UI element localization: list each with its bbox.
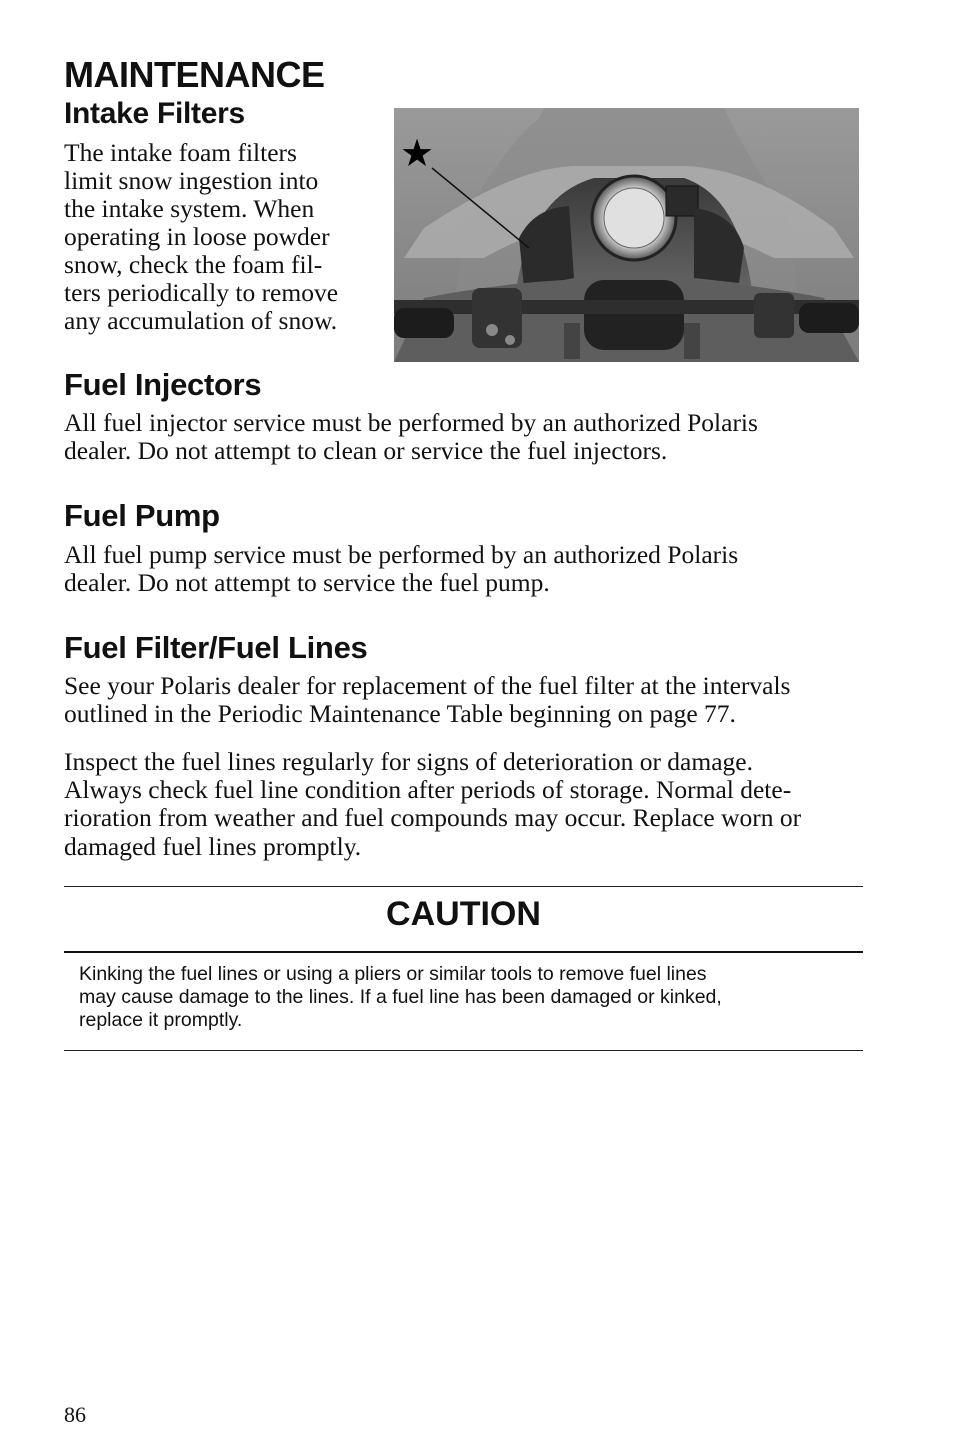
- text-line: The intake foam filters: [64, 138, 297, 167]
- text-line: snow, check the foam fil-: [64, 250, 323, 279]
- fuel-lines-text: [64, 748, 801, 862]
- text-line: operating in loose powder: [64, 222, 330, 251]
- text-line: dealer. Do not attempt to clean or service the fuel injectors.: [64, 436, 668, 465]
- text-line: All fuel pump service must be performed by an authorized Polaris: [64, 540, 739, 569]
- text-line: may cause damage to the lines. If a fuel line has been damaged or kinked,: [79, 986, 722, 1008]
- caution-title: CAUTION: [386, 895, 541, 933]
- text-line: dealer. Do not attempt to service the fuel pump.: [64, 568, 550, 597]
- intake-filters-text: [64, 139, 338, 335]
- text-line: ters periodically to remove: [64, 278, 339, 307]
- text-line: replace it promptly.: [79, 1009, 243, 1031]
- caution-top-rule: [64, 886, 863, 887]
- fuel-pump-text: [64, 541, 738, 597]
- text-line: See your Polaris dealer for replacement of the fuel filter at the intervals: [64, 671, 791, 700]
- caution-text: [79, 963, 722, 1032]
- fuel-filter-text: [64, 672, 790, 728]
- snowmobile-dashboard-photo: [394, 108, 859, 362]
- text-line: any accumulation of snow.: [64, 306, 338, 335]
- fuel-filter-heading: Fuel Filter/Fuel Lines: [64, 630, 368, 665]
- fuel-pump-heading: Fuel Pump: [64, 498, 220, 533]
- text-line: All fuel injector service must be performed by an authorized Polaris: [64, 408, 758, 437]
- fuel-injectors-heading: Fuel Injectors: [64, 367, 262, 402]
- text-line: outlined in the Periodic Maintenance Table beginning on page 77.: [64, 699, 736, 728]
- page-number: 86: [64, 1402, 86, 1427]
- text-line: limit snow ingestion into: [64, 166, 319, 195]
- fuel-injectors-text: [64, 409, 758, 465]
- text-line: rioration from weather and fuel compounds may occur. Replace worn or: [64, 803, 802, 832]
- star-callout-icon: ★: [400, 133, 435, 175]
- section-title: MAINTENANCE: [64, 54, 325, 95]
- text-line: the intake system. When: [64, 194, 315, 223]
- text-line: Inspect the fuel lines regularly for signs of deterioration or damage.: [64, 747, 753, 776]
- caution-divider: [64, 951, 863, 953]
- caution-bottom-rule: [64, 1050, 863, 1051]
- text-line: Always check fuel line condition after periods of storage. Normal dete-: [64, 775, 792, 804]
- intake-filters-heading: Intake Filters: [64, 97, 245, 130]
- text-line: Kinking the fuel lines or using a pliers or similar tools to remove fuel lines: [79, 963, 707, 985]
- text-line: damaged fuel lines promptly.: [64, 832, 362, 861]
